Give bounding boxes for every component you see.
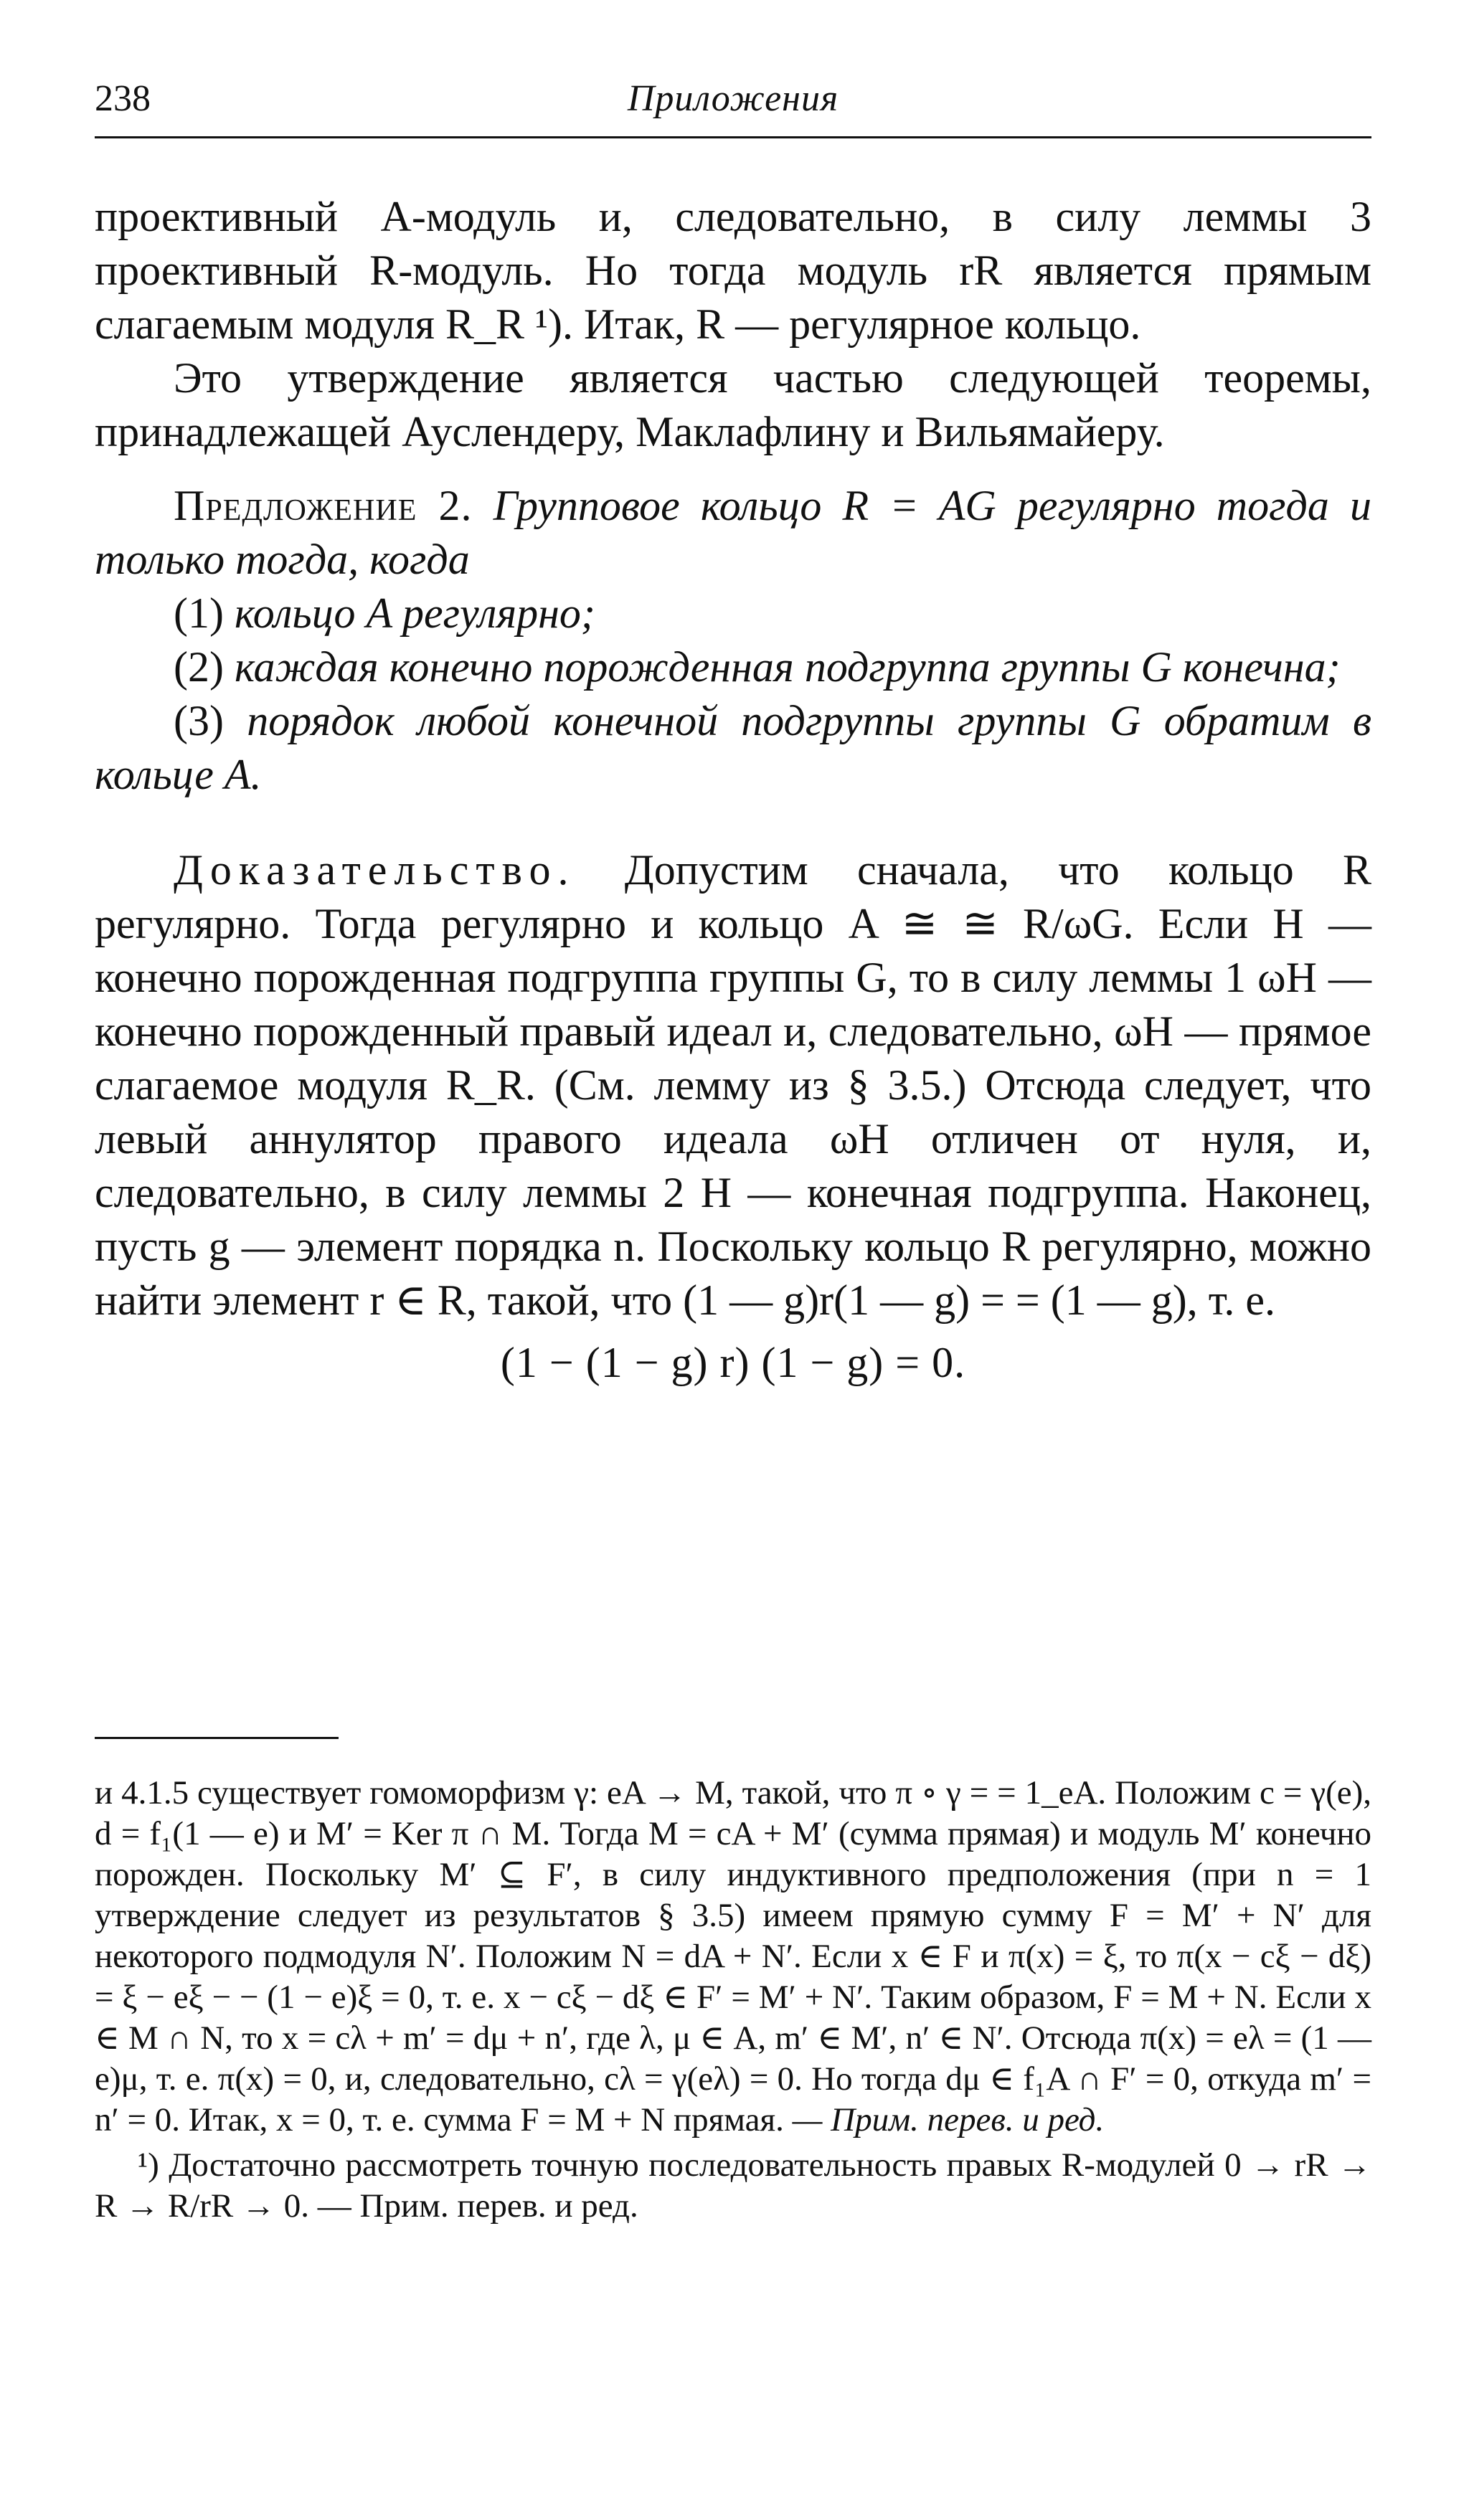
condition-3-number: (3)	[174, 697, 224, 744]
footnote-continuation-text: и 4.1.5 существует гомоморфизм γ: eA → M, такой, что π ∘ γ = = 1_eA. Положим c = γ(e), d = f₁(1 — e) и M′ = Ker π ∩ M. Тогда M = cA + M′ (сумма прямая) и модуль M′ конечно порожден. Поскольку M′ ⊆ F′, в силу индуктивного предположения (при n = 1 утверждение следует из результатов § 3.5) имеем прямую сумму F = M′ + N′ для некоторого подмодуля N′. Положим N = dA + N′. Если x ∈ F и π(x) = ξ, то π(x − cξ − dξ) = ξ − eξ − − (1 − e)ξ = 0, т. е. x − cξ − dξ ∈ F′ = M′ + N′. Таким образом, F = M + N. Если x ∈ M ∩ N, то x = cλ + m′ = dμ + n′, где λ, μ ∈ A, m′ ∈ M′, n′ ∈ N′. Отсюда π(x) = eλ = (1 — e)μ, т. е. π(x) = 0, и, следовательно, cλ = γ(eλ) = 0. Но тогда dμ ∈ f₁A ∩ F′ = 0, откуда m′ = n′ = 0. Итак, x = 0, т. е. сумма F = M + N прямая.	[95, 1774, 1371, 2138]
condition-3	[95, 694, 1371, 802]
page	[95, 72, 1372, 2225]
proposition	[95, 479, 1371, 587]
footnote-continuation	[95, 1773, 1371, 2141]
page-number: 238	[95, 78, 151, 119]
paragraph-theorem-intro: Это утверждение является частью следующей теоремы, принадлежащей Ауслендеру, Маклафлину и Вильямайеру.	[95, 354, 1371, 455]
proposition-label: Предложение 2.	[174, 482, 473, 529]
header-rule	[95, 136, 1371, 138]
footnote-rule	[95, 1737, 339, 1739]
proposition-statement: Групповое кольцо R = AG регулярно тогда и только тогда, когда	[95, 482, 1371, 583]
condition-1-number: (1)	[174, 589, 224, 637]
proof-text: Допустим сначала, что кольцо R регулярно. Тогда регулярно и кольцо A ≅ ≅ R/ωG. Если H — конечно порожденная подгруппа группы G, то в силу леммы 1 ωH — конечно порожденный правый идеал и, следовательно, ωH — прямое слагаемое модуля R_R. (См. лемму из § 3.5.) Отсюда следует, что левый аннулятор правого идеала ωH отличен от нуля, и, следовательно, в силу леммы 2 H — конечная подгруппа. Наконец, пусть g — элемент порядка n. Поскольку кольцо R регулярно, можно найти элемент r ∈ R, такой, что (1 — g)r(1 — g) = = (1 — g), т. е.	[95, 846, 1371, 1324]
condition-1-text: кольцо A регулярно;	[234, 589, 595, 637]
proof-label: Доказательство.	[174, 846, 576, 894]
condition-3-text: порядок любой конечной подгруппы группы G обратим в кольце A.	[95, 697, 1372, 798]
page-header	[95, 72, 1371, 129]
condition-1	[95, 587, 1371, 640]
proof	[95, 843, 1371, 1327]
footnote-1-marker: ¹)	[138, 2146, 159, 2184]
main-text	[95, 190, 1371, 1390]
footnote-1	[95, 2145, 1371, 2227]
equation: (1 − (1 − g) r) (1 − g) = 0.	[500, 1339, 966, 1386]
footnote-editor-note: — Прим. перев. и ред.	[792, 2101, 1105, 2138]
footnotes	[95, 1773, 1371, 2227]
condition-2-number: (2)	[174, 643, 224, 691]
condition-2-text: каждая конечно порожденная подгруппа группы G конечна;	[234, 643, 1341, 691]
footnote-1-text: Достаточно рассмотреть точную последовательность правых R-модулей 0 → rR → R → R/rR → 0. — Прим. перев. и ред.	[95, 2146, 1372, 2225]
condition-2	[95, 640, 1371, 694]
paragraph-continuation: проективный A-модуль и, следовательно, в силу леммы 3 проективный R-модуль. Но тогда модуль rR является прямым слагаемым модуля R_R ¹). Итак, R — регулярное кольцо.	[95, 193, 1371, 348]
running-title: Приложения	[627, 78, 839, 119]
